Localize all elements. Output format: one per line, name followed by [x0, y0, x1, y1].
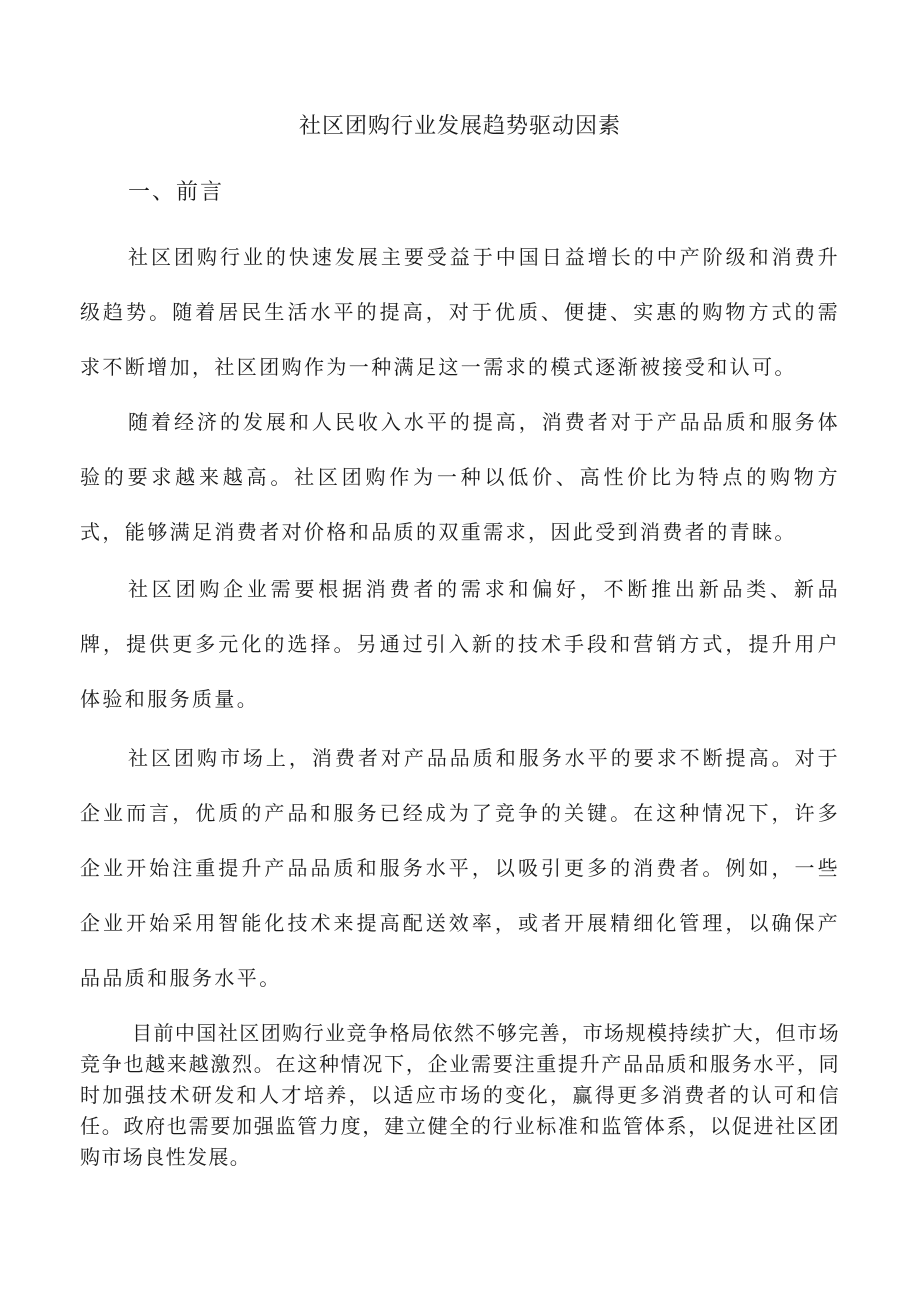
paragraph: 社区团购行业的快速发展主要受益于中国日益增长的中产阶级和消费升级趋势。随着居民生活水平的提高，对于优质、便捷、实惠的购物方式的需求不断增加，社区团购作为一种满足这一需求的模式逐渐被接受和认可。 [80, 245, 840, 379]
paragraph: 随着经济的发展和人民收入水平的提高，消费者对于产品品质和服务体验的要求越来越高。社区团购作为一种以低价、高性价比为特点的购物方式，能够满足消费者对价格和品质的双重需求，因此受到消费者的青睐。 [80, 410, 840, 544]
paragraph: 社区团购企业需要根据消费者的需求和偏好，不断推出新品类、新品牌，提供更多元化的选择。另通过引入新的技术手段和营销方式，提升用户体验和服务质量。 [80, 577, 840, 711]
paragraph: 社区团购市场上，消费者对产品品质和服务水平的要求不断提高。对于企业而言，优质的产品和服务已经成为了竞争的关键。在这种情况下，许多企业开始注重提升产品品质和服务水平，以吸引更多的消费者。例如，一些企业开始采用智能化技术来提高配送效率，或者开展精细化管理，以确保产品品质和服务水平。 [80, 746, 840, 990]
section-heading: 一、前言 [128, 180, 225, 205]
document-title: 社区团购行业发展趋势驱动因素 [298, 114, 621, 139]
paragraph: 目前中国社区团购行业竞争格局依然不够完善，市场规模持续扩大，但市场竞争也越来越激烈。在这种情况下，企业需要注重提升产品品质和服务水平，同时加强技术研发和人才培养，以适应市场的变化，赢得更多消费者的认可和信任。政府也需要加强监管力度，建立健全的行业标准和监管体系，以促进社区团购市场良性发展。 [80, 1021, 840, 1169]
